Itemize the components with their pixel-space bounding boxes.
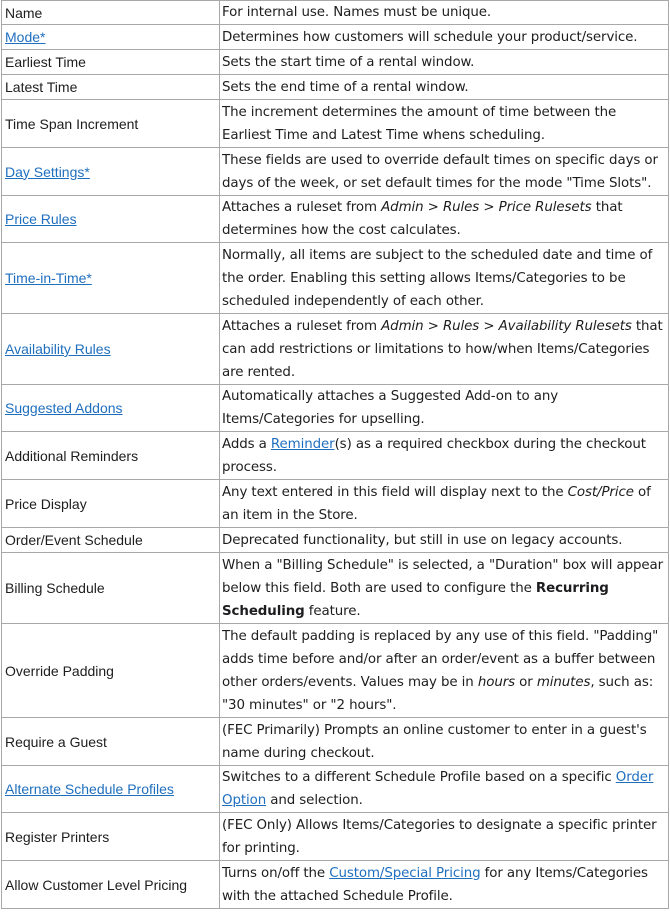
setting-name-earliest-time: Earliest Time	[5, 54, 86, 70]
description-text: Turns on/off the	[222, 865, 330, 881]
setting-name-order-event-schedule: Order/Event Schedule	[5, 532, 143, 548]
description-text: Sets the start time of a rental window.	[222, 54, 475, 70]
description-text: Normally, all items are subject to the scheduled date and time of the order. Enabling this setting allows Items/Categories to be scheduled independently of each other.	[222, 247, 653, 309]
setting-description-cell	[220, 861, 669, 909]
description-text: and selection.	[266, 793, 363, 808]
setting-name-cell	[2, 813, 220, 861]
description-text: When a "Billing Schedule" is selected, a "Duration" box will appear below this field. Both are used to configure the	[222, 557, 664, 596]
setting-name-alternate-schedule-profiles-link[interactable]: Alternate Schedule Profiles	[5, 781, 174, 797]
setting-name-billing-schedule: Billing Schedule	[5, 580, 105, 596]
setting-name-mode-link[interactable]: Mode*	[5, 29, 46, 45]
custom-special-pricing-link[interactable]: Custom/Special Pricing	[329, 865, 481, 881]
setting-description-cell	[220, 480, 669, 528]
setting-name-cell	[2, 718, 220, 766]
setting-name-cell	[2, 243, 220, 314]
setting-description-cell	[220, 813, 669, 861]
description-text: The increment determines the amount of time between the Earliest Time and Latest Time whens scheduling.	[222, 104, 617, 143]
setting-name-latest-time: Latest Time	[5, 79, 78, 95]
setting-description-cell	[220, 385, 669, 432]
setting-name-cell	[2, 480, 220, 528]
description-text: Determines how customers will schedule your product/service.	[222, 29, 638, 45]
table-row	[2, 861, 669, 909]
setting-description-cell	[220, 196, 669, 243]
setting-name-cell	[2, 766, 220, 813]
setting-name-time-span-increment: Time Span Increment	[5, 115, 139, 132]
schedule-profile-settings-table	[1, 0, 669, 909]
table-row	[2, 813, 669, 861]
description-text: feature.	[304, 603, 361, 619]
setting-name-register-printers: Register Printers	[5, 828, 110, 845]
table-row	[2, 766, 669, 813]
setting-description-cell	[220, 148, 669, 196]
description-text: (FEC Primarily) Prompts an online customer to enter in a guest's name during checkout.	[222, 722, 647, 761]
table-row	[2, 25, 669, 50]
setting-name-cell	[2, 148, 220, 196]
description-text: Attaches a ruleset from	[222, 200, 382, 215]
description-text: that can add restrictions or limitations to how/when Items/Categories are rented.	[222, 318, 663, 380]
setting-description-cell	[220, 50, 669, 75]
emphasis-text: Cost/Price	[567, 484, 634, 500]
setting-name-name: Name	[5, 4, 43, 21]
description-text: These fields are used to override default times on specific days or days of the week, or set default times for the mode "Time Slots".	[222, 152, 658, 191]
setting-name-cell	[2, 75, 220, 100]
emphasis-text: minutes	[536, 674, 591, 690]
setting-name-cell	[2, 50, 220, 75]
table-row	[2, 1, 669, 25]
setting-name-allow-customer-level-pricing: Allow Customer Level Pricing	[5, 876, 188, 893]
table-row	[2, 243, 669, 314]
setting-name-cell	[2, 100, 220, 148]
setting-description-cell	[220, 624, 669, 718]
setting-name-suggested-addons-link[interactable]: Suggested Addons	[5, 400, 123, 416]
setting-name-price-rules-link[interactable]: Price Rules	[5, 211, 77, 227]
setting-description-cell	[220, 314, 669, 385]
setting-description-cell	[220, 1, 669, 25]
emphasis-text: Admin > Rules > Availability Rulesets	[381, 318, 632, 334]
description-text: Deprecated functionality, but still in use on legacy accounts.	[222, 532, 623, 548]
setting-name-time-in-time-link[interactable]: Time-in-Time*	[5, 270, 92, 286]
setting-name-cell	[2, 624, 220, 718]
description-text: The default padding is replaced by any use of this field. "Padding" adds time before and/or after an order/event as a buffer between other orders/events. Values may be in	[222, 628, 659, 690]
table-row	[2, 196, 669, 243]
description-text: for any Items/Categories with the attached Schedule Profile.	[222, 865, 648, 904]
table-row	[2, 553, 669, 624]
table-row	[2, 385, 669, 432]
table-row	[2, 314, 669, 385]
description-text: Sets the end time of a rental window.	[222, 79, 469, 95]
setting-description-cell	[220, 243, 669, 314]
description-text: For internal use. Names must be unique.	[222, 5, 492, 20]
description-text: , such as: "30 minutes" or "2 hours".	[222, 674, 654, 713]
description-text: Switches to a different Schedule Profile based on a specific	[222, 770, 616, 785]
setting-name-day-settings-link[interactable]: Day Settings*	[5, 163, 90, 180]
table-row	[2, 100, 669, 148]
description-text: Automatically attaches a Suggested Add-on to any Items/Categories for upselling.	[222, 389, 559, 427]
table-row	[2, 148, 669, 196]
bold-text: Recurring Scheduling	[222, 580, 609, 619]
table-row	[2, 50, 669, 75]
setting-name-override-padding: Override Padding	[5, 662, 114, 679]
description-text: (s) as a required checkbox during the checkout process.	[222, 436, 646, 475]
description-text: Adds a	[222, 436, 271, 452]
table-row	[2, 528, 669, 553]
setting-name-cell	[2, 25, 220, 50]
setting-name-require-a-guest: Require a Guest	[5, 733, 107, 750]
setting-description-cell	[220, 432, 669, 480]
table-row	[2, 624, 669, 718]
description-text: or	[515, 674, 537, 690]
setting-name-additional-reminders: Additional Reminders	[5, 447, 139, 464]
setting-description-cell	[220, 75, 669, 100]
setting-name-cell	[2, 196, 220, 243]
setting-description-cell	[220, 718, 669, 766]
setting-name-cell	[2, 385, 220, 432]
emphasis-text: hours	[477, 674, 516, 690]
setting-description-cell	[220, 25, 669, 50]
table-row	[2, 718, 669, 766]
setting-name-cell	[2, 314, 220, 385]
order-option-link[interactable]: Order Option	[222, 770, 654, 808]
table-row	[2, 480, 669, 528]
setting-description-cell	[220, 553, 669, 624]
setting-description-cell	[220, 528, 669, 553]
setting-description-cell	[220, 766, 669, 813]
setting-name-cell	[2, 528, 220, 553]
setting-name-price-display: Price Display	[5, 495, 87, 512]
description-text: that determines how the cost calculates.	[222, 200, 623, 238]
table-row	[2, 75, 669, 100]
reminder-link[interactable]: Reminder	[270, 436, 335, 452]
description-text: of an item in the Store.	[222, 484, 651, 523]
setting-name-availability-rules-link[interactable]: Availability Rules	[5, 341, 111, 357]
setting-name-cell	[2, 1, 220, 25]
description-text: (FEC Only) Allows Items/Categories to designate a specific printer for printing.	[222, 817, 657, 856]
setting-description-cell	[220, 100, 669, 148]
description-text: Any text entered in this field will display next to the	[222, 484, 568, 500]
setting-name-cell	[2, 553, 220, 624]
description-text: Attaches a ruleset from	[222, 318, 382, 334]
emphasis-text: Admin > Rules > Price Rulesets	[381, 200, 592, 215]
setting-name-cell	[2, 432, 220, 480]
table-row	[2, 432, 669, 480]
setting-name-cell	[2, 861, 220, 909]
